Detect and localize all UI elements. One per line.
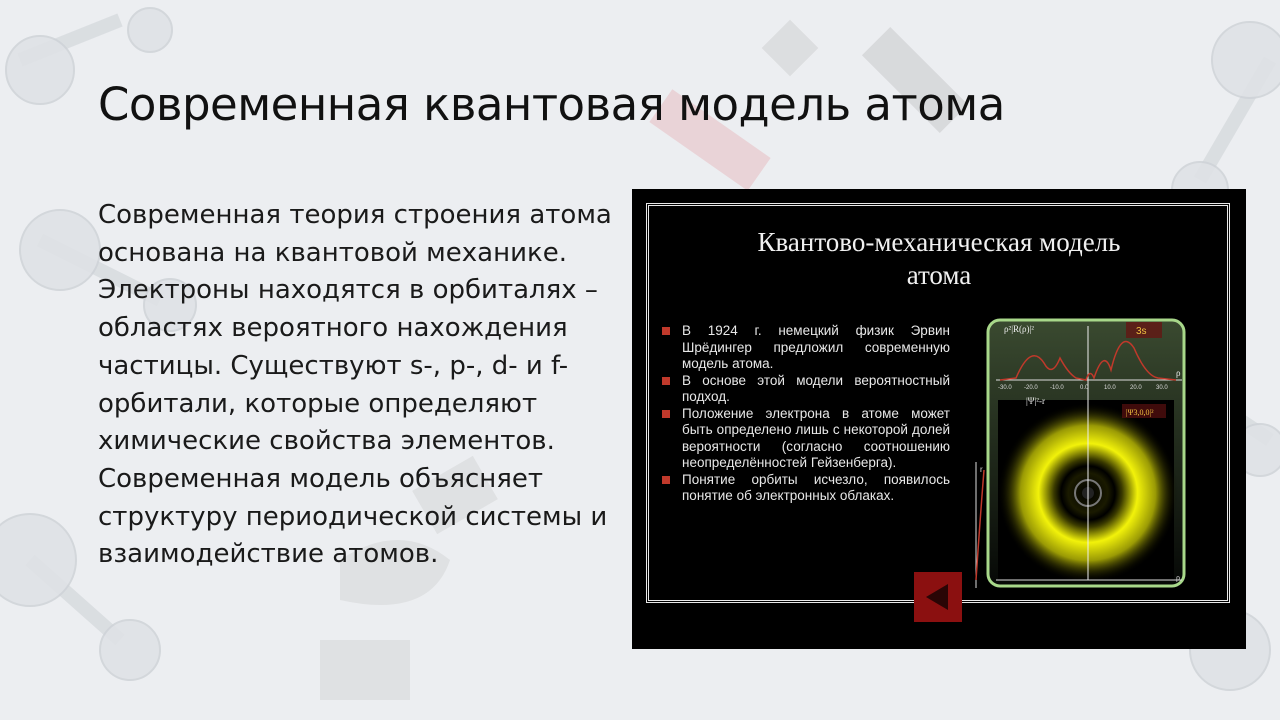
bullet-text: Понятие орбиты исчезло, появилось понятие об электронных облаках.: [682, 471, 950, 503]
left-arrow-icon[interactable]: [914, 572, 962, 622]
wavefunction-tag: |Ψ3,0,0|²: [1126, 408, 1154, 417]
list-item: [660, 472, 950, 505]
y-axis-label: ρ²|R(ρ)|²: [1004, 324, 1034, 334]
image-title-line-1: Квантово-механическая модель: [757, 227, 1121, 257]
bullet-text: В 1924 г. немецкий физик Эрвин Шрёдингер предложил современную модель атома.: [682, 323, 950, 371]
tick-label: -10.0: [1050, 385, 1064, 391]
tick-label: 0.0: [1080, 385, 1089, 391]
tick-label: 30.0: [1156, 385, 1168, 391]
image-title-line-2: атома: [906, 260, 972, 290]
page-title: Современная квантовая модель атома: [98, 78, 1005, 131]
image-title: [632, 226, 1246, 292]
bullet-square-icon: [662, 410, 670, 418]
bullet-square-icon: [662, 377, 670, 385]
orbital-figure: [986, 318, 1186, 588]
bullet-square-icon: [662, 476, 670, 484]
tick-label: -30.0: [998, 385, 1012, 391]
bullet-text: В основе этой модели вероятностный подход.: [682, 372, 950, 404]
density-label: |Ψ|²-r: [1026, 396, 1045, 406]
tick-label: 20.0: [1130, 385, 1142, 391]
bottom-x-label: ρ: [1176, 573, 1180, 582]
tick-label: -20.0: [1024, 385, 1038, 391]
x-axis-label: ρ: [1176, 368, 1181, 378]
list-item: [660, 373, 950, 406]
tick-label: 10.0: [1104, 385, 1116, 391]
list-item: [660, 323, 950, 373]
side-axis-y-label: r: [980, 465, 983, 474]
tag-3s: 3s: [1136, 326, 1147, 337]
image-bullet-list: [660, 323, 950, 505]
body-paragraph: Современная теория строения атома основана на квантовой механике. Электроны находятся в орбиталях – областях вероятного нахождения частицы. Существуют s-, p-, d- и f-орбитали, которые определяют химические свойства элементов. Современная модель объясняет структуру периодической системы и взаимодействие атомов.: [98, 200, 612, 570]
bullet-text: Положение электрона в атоме может быть определено лишь с некоторой долей вероятности (согласно соотношению неопределённостей Гейзенберга).: [682, 405, 950, 470]
bullet-square-icon: [662, 327, 670, 335]
list-item: [660, 406, 950, 472]
